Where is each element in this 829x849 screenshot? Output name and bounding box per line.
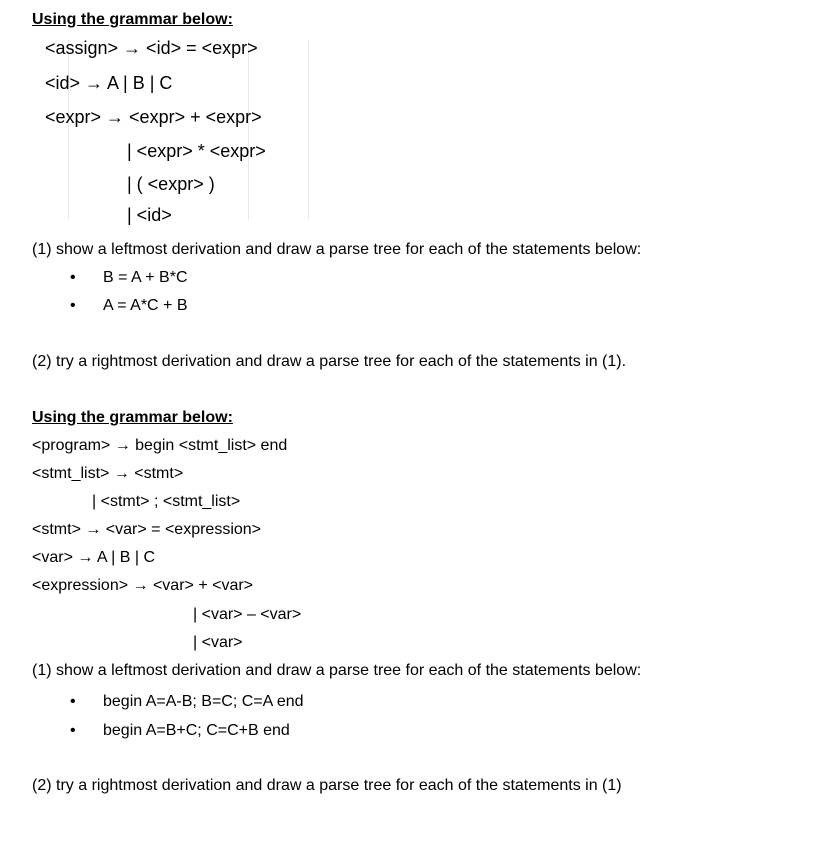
bullet-icon: • xyxy=(70,269,76,286)
grammar1-rule-expr-mult: | <expr> * <expr> xyxy=(127,141,266,161)
section1-heading: Using the grammar below: xyxy=(32,11,233,28)
grammar1-rule-expr-id: | <id> xyxy=(127,205,172,225)
section2-question-1: (1) show a leftmost derivation and draw a parse tree for each of the statements below: xyxy=(32,662,642,679)
grammar1-rule-assign: <assign> → <id> = <expr> xyxy=(45,38,258,58)
section1-bullet-1: B = A + B*C xyxy=(103,269,188,286)
section2-bullet-2: begin A=B+C; C=C+B end xyxy=(103,722,290,739)
bullet-icon: • xyxy=(70,722,76,739)
section2-heading: Using the grammar below: xyxy=(32,409,233,426)
grammar2-rule-expression-minus: | <var> – <var> xyxy=(193,606,302,623)
grammar2-rule-stmt-list-alt: | <stmt> ; <stmt_list> xyxy=(92,493,241,510)
grammar-grid-line xyxy=(68,40,69,220)
section2-bullet-1: begin A=A-B; B=C; C=A end xyxy=(103,693,304,710)
grammar1-rule-id: <id> → A | B | C xyxy=(45,73,173,93)
grammar2-rule-stmt: <stmt> → <var> = <expression> xyxy=(32,521,262,538)
section1-question-1: (1) show a leftmost derivation and draw a parse tree for each of the statements below: xyxy=(32,241,642,258)
grammar2-rule-var: <var> → A | B | C xyxy=(32,549,156,566)
bullet-icon: • xyxy=(70,297,76,314)
section1-bullet-2: A = A*C + B xyxy=(103,297,188,314)
section1-question-2: (2) try a rightmost derivation and draw a parse tree for each of the statements in (1). xyxy=(32,353,627,370)
grammar1-rule-expr: <expr> → <expr> + <expr> xyxy=(45,107,262,127)
grammar2-rule-program: <program> → begin <stmt_list> end xyxy=(32,437,288,454)
grammar-grid-line xyxy=(308,40,309,220)
grammar2-rule-expression-var: | <var> xyxy=(193,634,243,651)
grammar1-rule-expr-paren: | ( <expr> ) xyxy=(127,174,215,194)
grammar2-rule-expression: <expression> → <var> + <var> xyxy=(32,577,254,594)
bullet-icon: • xyxy=(70,693,76,710)
section2-question-2: (2) try a rightmost derivation and draw a parse tree for each of the statements in (1) xyxy=(32,777,622,794)
grammar-grid-line xyxy=(248,40,249,220)
grammar2-rule-stmt-list: <stmt_list> → <stmt> xyxy=(32,465,184,482)
